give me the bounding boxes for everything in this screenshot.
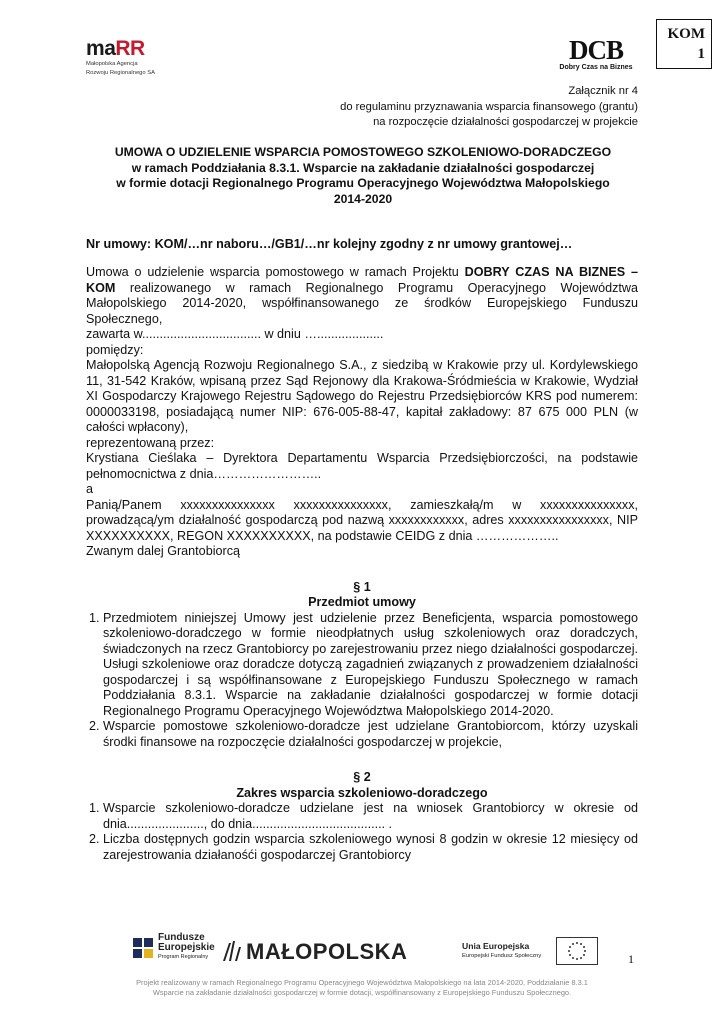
intro-text: realizowanego w ramach Regionalnego Programu Operacyjnego Województwa Małopolskiego 2014-2020, współfinansowanego ze środków Europejskiego Funduszu Społecznego, bbox=[86, 280, 638, 326]
between-label: pomiędzy: bbox=[86, 342, 144, 357]
page-number: 1 bbox=[628, 952, 634, 966]
represented-label: reprezentowaną przez: bbox=[86, 435, 215, 450]
intro-paragraph bbox=[86, 265, 638, 327]
dcb-logo bbox=[554, 35, 638, 72]
title-line: 2014-2020 bbox=[333, 191, 393, 206]
kom-box bbox=[656, 19, 712, 69]
project-name: DOBRY CZAS NA BIZNES – KOM bbox=[86, 265, 638, 295]
contract-body bbox=[86, 265, 638, 863]
annex-note bbox=[340, 84, 638, 131]
list-item: 1. Wsparcie szkoleniowo-doradcze udzielane jest na wniosek Grantobiorcy w okresie od dnia......................, do dnia...................................... . bbox=[103, 801, 638, 832]
disclaimer-line: Projekt realizowany w ramach Regionalnego Programu Operacyjnego Województwa Małopolskiego na lata 2014-2020, Poddziałanie 8.3.1 bbox=[136, 978, 588, 987]
marr-logo bbox=[86, 39, 196, 77]
funding-disclaimer bbox=[100, 978, 624, 998]
section-1-title: Przedmiot umowy bbox=[308, 595, 416, 609]
section-2-list bbox=[86, 801, 638, 863]
and-label: a bbox=[86, 482, 94, 496]
dcb-logo-word: DCB bbox=[568, 35, 623, 65]
list-item: 2. Wsparcie pomostowe szkoleniowo-doradcze jest udzielane Grantobiorcom, którzy uzyskali środki finansowe na rozpoczęcie działalności gospodarczej w projekcie, bbox=[103, 719, 638, 750]
marr-logo-word: maRR bbox=[86, 37, 145, 60]
malopolska-logo bbox=[246, 939, 407, 965]
list-item: 2. Liczba dostępnych godzin wsparcia szkoleniowego wynosi 8 godzin w okresie 12 miesięcy od zarejestrowania działanośći gospodarczej Grantobiorcy bbox=[103, 832, 638, 863]
ue-line: Europejski Fundusz Społeczny bbox=[462, 953, 542, 959]
fe-line: Program Regionalny bbox=[158, 954, 209, 960]
title-line: w ramach Poddziałania 8.3.1. Wsparcie na zakładanie działalności gospodarczej bbox=[131, 160, 595, 175]
title-line: UMOWA O UDZIELENIE WSPARCIA POMOSTOWEGO SZKOLENIOWO-DORADCZEGO bbox=[114, 145, 612, 159]
fe-line: Europejskie bbox=[158, 942, 215, 953]
party-two: Panią/Panem xxxxxxxxxxxxxxx xxxxxxxxxxxxxxx, zamieszkałą/m w xxxxxxxxxxxxxxx, prowadzącą/ym działalność gospodarczą pod nazwą xxxxxxxxxxxx, adres xxxxxxxxxxxxxxxx, NIP XXXXXXXXXX, REGON XXXXXXXXXX, na podstawie CEIDG z dnia ……………….. bbox=[86, 497, 638, 543]
eu-stars-icon bbox=[557, 938, 597, 964]
ue-line: Unia Europejska bbox=[462, 941, 530, 951]
disclaimer-line: Wsparcie na zakładanie działalności gospodarczej w formie dotacji, współfinansowany z Europejskiego Funduszu Społecznego. bbox=[152, 988, 572, 997]
section-2-title: Zakres wsparcia szkoleniowo-doradczego bbox=[236, 785, 488, 800]
annex-line: do regulaminu przyznawania wsparcia finansowego (grantu) bbox=[340, 100, 638, 113]
contract-number: Nr umowy: KOM/…nr naboru…/GB1/…nr kolejny zgodny z nr umowy grantowej… bbox=[86, 237, 573, 251]
called-label: Zwanym dalej Grantobiorcą bbox=[86, 544, 240, 558]
section-1-number: § 1 bbox=[353, 579, 371, 594]
malopolska-mark-icon bbox=[222, 939, 242, 963]
section-1-list bbox=[86, 611, 638, 751]
fe-logo-icon bbox=[132, 937, 154, 959]
fe-line: Fundusze bbox=[158, 932, 205, 943]
representative: Krystiana Cieślaka – Dyrektora Departamentu Wsparcia Przedsiębiorczości, na podstawie pełnomocnictwa z dnia…………………….. bbox=[86, 451, 638, 481]
marr-logo-line: Rozwoju Regionalnego SA bbox=[86, 70, 155, 76]
eu-flag bbox=[556, 937, 598, 965]
marr-logo-line: Małopolska Agencja bbox=[86, 61, 138, 67]
kom-box-line: KOM bbox=[667, 26, 705, 42]
malopolska-word: MAŁOPOLSKA bbox=[246, 939, 408, 964]
contract-title bbox=[86, 145, 640, 207]
list-item: 1. Przedmiotem niniejszej Umowy jest udzielenie przez Beneficjenta, wsparcia pomostowego szkoleniowo-doradczego w formie nieodpłatnych usług szkoleniowych oraz doradczych, świadczonych na rzecz Grantobiorcy po zarejestrowaniu przez niego działalności gospodarczej. Usługi szkoleniowe oraz doradcze dotyczą zagadnień związanych z prowadzeniem działalności gospodarczej i są współfinansowane z Europejskiego Funduszu Społecznego w ramach Poddziałania 8.3.1. Wsparcie na zakładanie działalności gospodarczej w formie dotacji Regionalnego Programu Operacyjnego Województwa Małopolskiego 2014-2020. bbox=[103, 611, 638, 720]
concluded-line: zawarta w.................................. w dniu …................... bbox=[86, 327, 384, 341]
intro-text: Umowa o udzielenie wsparcia pomostowego w ramach Projektu bbox=[86, 265, 465, 279]
footer bbox=[0, 912, 724, 1024]
section-2-number: § 2 bbox=[353, 770, 371, 784]
annex-line: na rozpoczęcie działalności gospodarczej w projekcie bbox=[373, 116, 638, 128]
party-one: Małopolską Agencją Rozwoju Regionalnego S.A., z siedzibą w Krakowie przy ul. Kordylewskiego 11, 31-542 Kraków, wpisaną przez Sąd Rejonowy dla Krakowa-Śródmieścia w Krakowie, Wydział XI Gospodarczy Krajowego Rejestru Sądowego do Rejestru Przedsiębiorców KRS pod numerem: 0000033198, posiadającą numer NIP: 676-005-88-47, kapitał zakładowy: 87 675 000 PLN (w całości wpłacony), bbox=[86, 358, 638, 434]
eu-logo-text bbox=[462, 941, 541, 961]
annex-line: Załącznik nr 4 bbox=[568, 85, 638, 97]
title-line: w formie dotacji Regionalnego Programu Operacyjnego Województwa Małopolskiego bbox=[116, 176, 610, 190]
kom-box-line: 1 bbox=[697, 46, 705, 62]
dcb-logo-sub: Dobry Czas na Biznes bbox=[559, 64, 633, 71]
